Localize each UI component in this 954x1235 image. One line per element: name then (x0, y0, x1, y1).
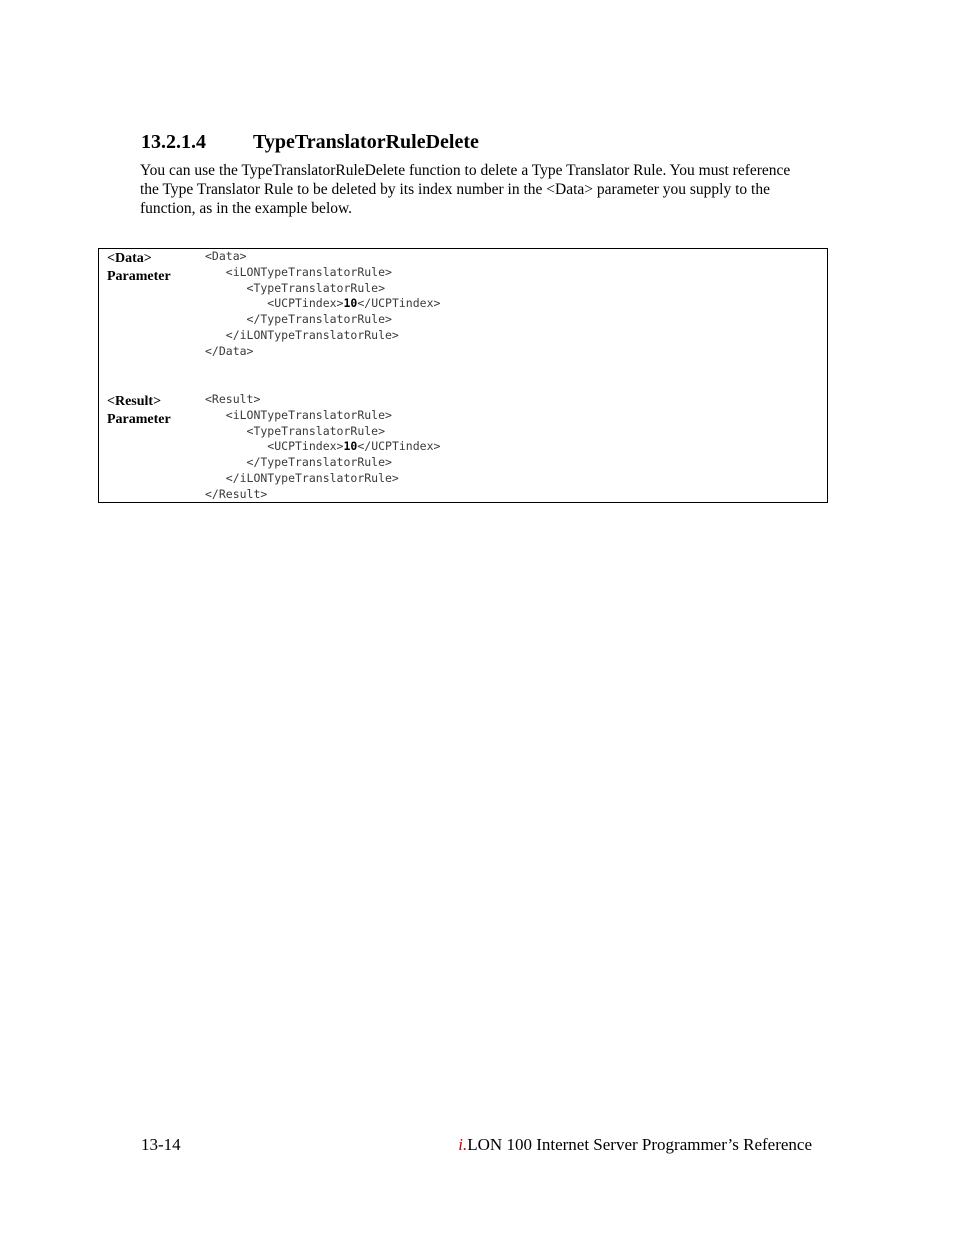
code-line: <iLONTypeTranslatorRule> (205, 264, 392, 279)
result-parameter-label (107, 393, 197, 429)
index-value: 10 (343, 296, 358, 311)
result-parameter-label-word: Parameter (107, 412, 171, 427)
code-line: </TypeTranslatorRule> (205, 312, 392, 327)
code-line: <Data> (205, 249, 247, 263)
section-number: 13.2.1.4 (141, 131, 206, 153)
code-line: <iLONTypeTranslatorRule> (205, 407, 392, 422)
code-line: </iLONTypeTranslatorRule> (205, 327, 399, 342)
code-line: </Data> (205, 343, 254, 358)
example-code-box (98, 248, 828, 503)
code-line: <TypeTranslatorRule> (205, 423, 386, 438)
code-line: <TypeTranslatorRule> (205, 280, 386, 295)
index-value: 10 (343, 439, 358, 454)
data-parameter-label-tag: <Data> (107, 251, 152, 266)
code-line: </TypeTranslatorRule> (205, 455, 392, 470)
code-line: <UCPTindex>10</UCPTindex> (205, 296, 441, 311)
section-heading (141, 131, 479, 154)
data-parameter-code (205, 249, 440, 360)
title-prefix: i. (458, 1135, 468, 1154)
code-line: <Result> (205, 392, 261, 406)
intro-paragraph: You can use the TypeTranslatorRuleDelete function to delete a Type Translator Rule. You must reference the Type Translator Rule to be deleted by its index number in the <Data> parameter you supply to the function, as in the example below. (140, 162, 791, 217)
section-title: TypeTranslatorRuleDelete (253, 131, 479, 153)
code-line: </Result> (205, 486, 268, 501)
data-parameter-label (107, 250, 197, 286)
code-line: </iLONTypeTranslatorRule> (205, 470, 399, 485)
page-number: 13-14 (141, 1135, 181, 1154)
result-parameter-label-tag: <Result> (107, 394, 162, 409)
title-rest: LON 100 Internet Server Programmer’s Reference (467, 1135, 812, 1154)
code-line: <UCPTindex>10</UCPTindex> (205, 439, 441, 454)
data-parameter-label-word: Parameter (107, 269, 171, 284)
result-parameter-code (205, 392, 440, 503)
document-title-footer (458, 1135, 812, 1155)
